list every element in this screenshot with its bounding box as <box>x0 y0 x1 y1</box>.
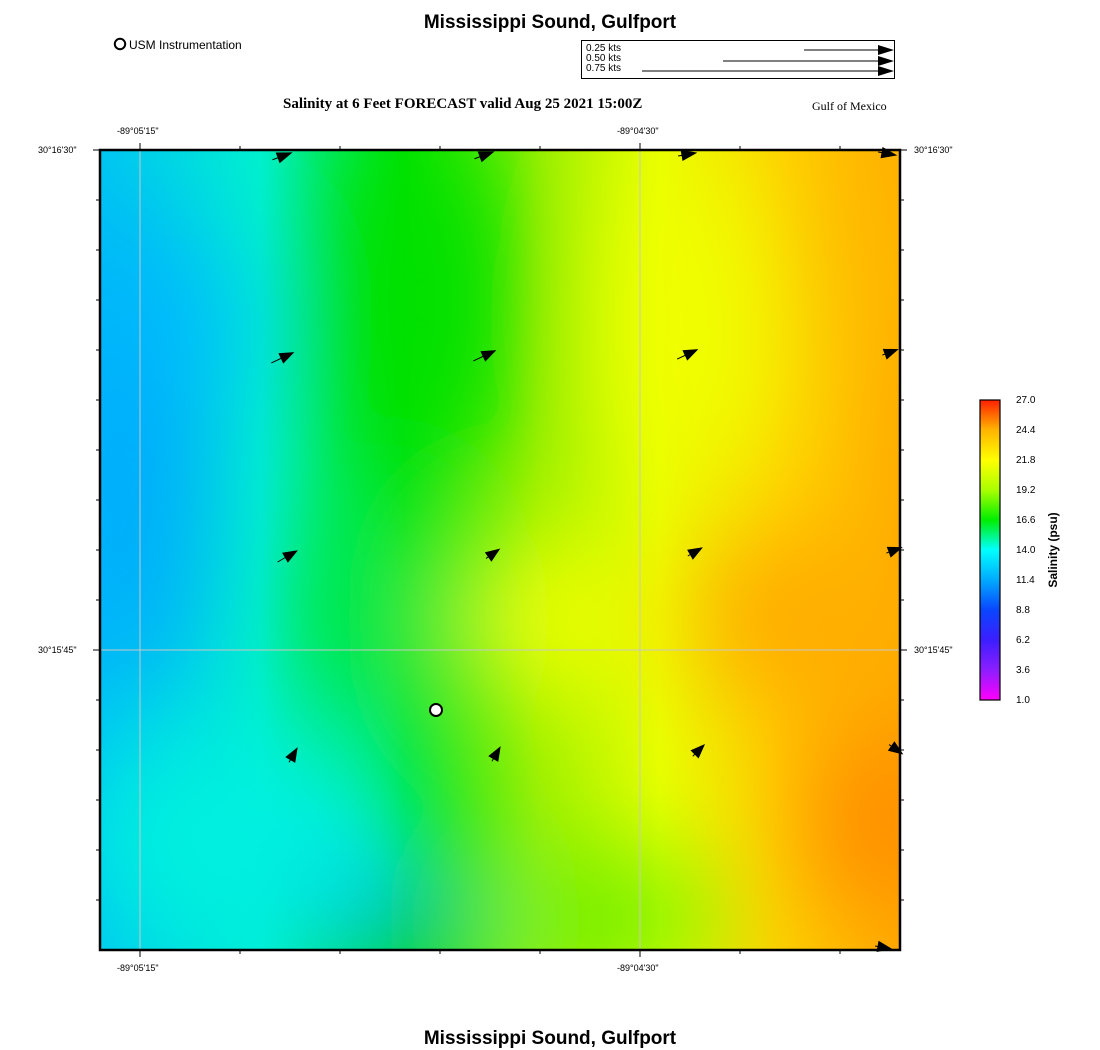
velocity-legend-label: 0.50 kts <box>586 53 622 64</box>
colorbar-tick: 14.0 <box>1016 545 1036 556</box>
region-label: Gulf of Mexico <box>812 99 887 113</box>
bottom-lon-tick: -89°04'30" <box>617 963 659 973</box>
salinity-colorbar <box>975 395 1005 707</box>
colorbar-tick: 21.8 <box>1016 455 1036 466</box>
colorbar-title: Salinity (psu) <box>1046 512 1060 588</box>
station-legend-label: USM Instrumentation <box>129 38 242 52</box>
salinity-field <box>60 130 950 980</box>
colorbar-tick: 16.6 <box>1016 515 1036 526</box>
left-lat-tick: 30°16'30" <box>38 145 77 155</box>
colorbar-tick: 3.6 <box>1016 665 1030 676</box>
usm-station-marker-icon[interactable] <box>430 704 442 716</box>
colorbar-tick: 27.0 <box>1016 395 1036 406</box>
top-lon-tick: -89°04'30" <box>617 126 659 136</box>
colorbar-tick: 6.2 <box>1016 635 1030 646</box>
colorbar-tick: 19.2 <box>1016 485 1036 496</box>
top-lon-tick: -89°05'15" <box>117 126 159 136</box>
velocity-legend-label: 0.25 kts <box>586 43 622 54</box>
footer-title: Mississippi Sound, Gulfport <box>423 1028 677 1049</box>
colorbar-tick: 24.4 <box>1016 425 1036 436</box>
map-title: Mississippi Sound, Gulfport <box>423 12 677 33</box>
velocity-legend-label: 0.75 kts <box>586 63 622 74</box>
left-lat-tick: 30°15'45" <box>38 645 77 655</box>
colorbar-tick: 1.0 <box>1016 695 1030 706</box>
right-lat-tick: 30°15'45" <box>914 645 953 655</box>
bottom-lon-tick: -89°05'15" <box>117 963 159 973</box>
right-lat-tick: 30°16'30" <box>914 145 953 155</box>
colorbar-tick: 8.8 <box>1016 605 1030 616</box>
map-subtitle: Salinity at 6 Feet FORECAST valid Aug 25 2021 15:00Z <box>283 96 643 112</box>
colorbar-tick: 11.4 <box>1016 575 1035 586</box>
